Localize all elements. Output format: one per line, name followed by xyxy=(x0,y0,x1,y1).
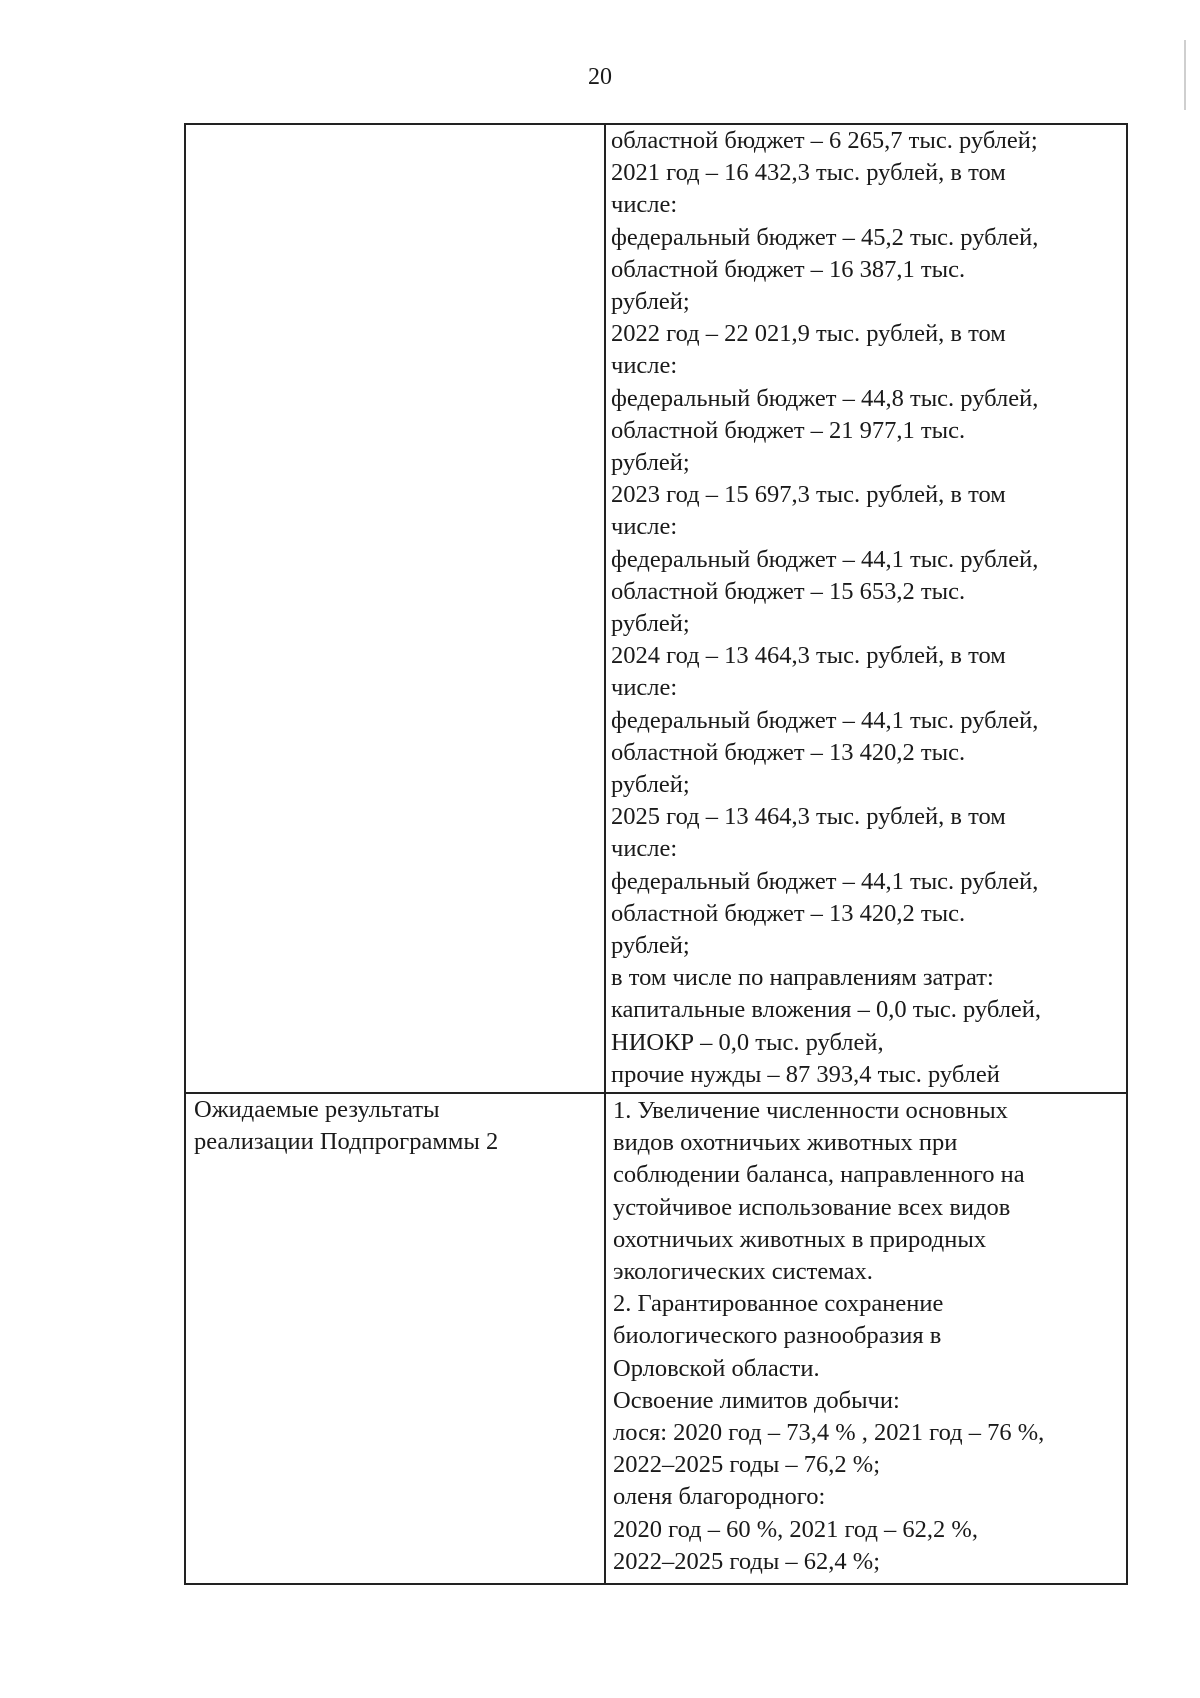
result-line: 2022–2025 годы – 62,4 %; xyxy=(613,1547,880,1575)
result-line: охотничьих животных в природных xyxy=(613,1225,987,1253)
result-line: 2020 год – 60 %, 2021 год – 62,2 %, xyxy=(613,1515,978,1543)
funding-line: 2024 год – 13 464,3 тыс. рублей, в том xyxy=(611,642,1006,670)
funding-line: областной бюджет – 13 420,2 тыс. xyxy=(611,899,966,927)
funding-line: 2022 год – 22 021,9 тыс. рублей, в том xyxy=(611,320,1006,348)
funding-line: числе: xyxy=(611,191,678,219)
funding-line: федеральный бюджет – 44,1 тыс. рублей, xyxy=(611,867,1039,895)
funding-line: в том числе по направлениям затрат: xyxy=(611,964,994,992)
funding-line: областной бюджет – 6 265,7 тыс. рублей; xyxy=(611,127,1038,154)
row-label-line: реализации Подпрограммы 2 xyxy=(194,1128,499,1156)
funding-line: НИОКР – 0,0 тыс. рублей, xyxy=(611,1028,884,1056)
funding-line: рублей; xyxy=(611,449,690,477)
funding-line: областной бюджет – 16 387,1 тыс. xyxy=(611,255,966,283)
funding-line: рублей; xyxy=(611,771,690,799)
result-line: видов охотничьих животных при xyxy=(613,1129,958,1157)
result-line: 1. Увеличение численности основных xyxy=(613,1097,1008,1124)
result-line: Освоение лимитов добычи: xyxy=(613,1386,900,1414)
column-divider xyxy=(604,125,606,1583)
funding-line: областной бюджет – 15 653,2 тыс. xyxy=(611,577,966,605)
result-line: соблюдении баланса, направленного на xyxy=(613,1161,1025,1189)
funding-line: числе: xyxy=(611,835,678,863)
funding-line: федеральный бюджет – 44,1 тыс. рублей, xyxy=(611,545,1039,573)
funding-line: 2023 год – 15 697,3 тыс. рублей, в том xyxy=(611,481,1006,509)
result-line: оленя благородного: xyxy=(613,1483,826,1511)
funding-line: капитальные вложения – 0,0 тыс. рублей, xyxy=(611,996,1042,1024)
funding-line: областной бюджет – 21 977,1 тыс. xyxy=(611,416,966,444)
funding-line: областной бюджет – 13 420,2 тыс. xyxy=(611,738,966,766)
funding-details-cell xyxy=(611,125,1041,1091)
funding-line: числе: xyxy=(611,513,678,541)
expected-results-content-cell xyxy=(613,1095,1044,1578)
funding-line: рублей; xyxy=(611,288,690,316)
expected-results-label-cell xyxy=(194,1094,498,1158)
result-line: лося: 2020 год – 73,4 % , 2021 год – 76 %, xyxy=(613,1419,1045,1447)
funding-line: рублей; xyxy=(611,610,690,638)
funding-line: 2025 год – 13 464,3 тыс. рублей, в том xyxy=(611,803,1006,831)
funding-line: числе: xyxy=(611,352,678,380)
result-line: устойчивое использование всех видов xyxy=(613,1193,1011,1221)
result-line: Орловской области. xyxy=(613,1354,820,1382)
result-line: биологического разнообразия в xyxy=(613,1322,942,1350)
funding-line: федеральный бюджет – 45,2 тыс. рублей, xyxy=(611,223,1039,251)
funding-line: числе: xyxy=(611,674,678,702)
financing-table xyxy=(184,123,1128,1585)
result-line: экологических системах. xyxy=(613,1258,873,1286)
funding-line: прочие нужды – 87 393,4 тыс. рублей xyxy=(611,1060,1000,1088)
result-line: 2. Гарантированное сохранение xyxy=(613,1290,944,1318)
row-label-line: Ожидаемые результаты xyxy=(194,1096,440,1123)
scan-edge-mark xyxy=(1184,40,1186,110)
page-number: 20 xyxy=(588,64,612,90)
funding-line: рублей; xyxy=(611,932,690,960)
funding-line: федеральный бюджет – 44,8 тыс. рублей, xyxy=(611,384,1039,412)
funding-line: 2021 год – 16 432,3 тыс. рублей, в том xyxy=(611,159,1006,187)
funding-line: федеральный бюджет – 44,1 тыс. рублей, xyxy=(611,706,1039,734)
result-line: 2022–2025 годы – 76,2 %; xyxy=(613,1451,880,1479)
